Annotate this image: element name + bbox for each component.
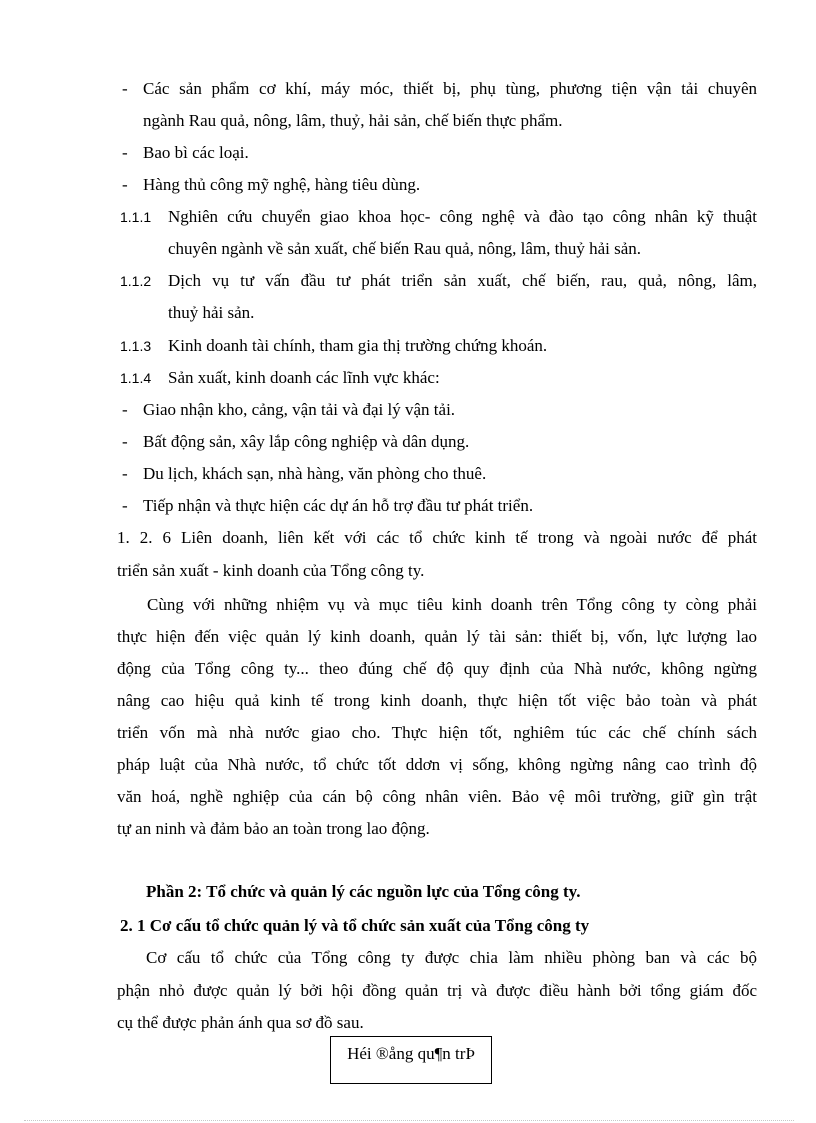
numbered-item-text: Kinh doanh tài chính, tham gia thị trường chứng khoán. [168, 336, 548, 355]
bullet-item-text: Hàng thủ công mỹ nghệ, hàng tiêu dùng. [143, 175, 421, 194]
body-paragraph-line: nâng cao hiệu quả kinh tế trong kinh doanh, thực hiện tốt việc bảo toàn và phát [117, 691, 757, 710]
numbered-item-text: Nghiên cứu chuyển giao khoa học- công nghệ và đào tạo công nhân kỹ thuật [168, 207, 757, 226]
bullet-item-text: Bất động sản, xây lắp công nghiệp và dân dụng. [143, 432, 470, 451]
page-bottom-rule [24, 1120, 794, 1121]
numbered-item-text-cont: thuỷ hải sản. [168, 303, 255, 322]
numbered-item-text: Dịch vụ tư vấn đầu tư phát triển sản xuất, chế biến, rau, quả, nông, lâm, [168, 271, 757, 290]
body-paragraph-line: phận nhỏ được quản lý bởi hội đồng quản trị và được điều hành bởi tổng giám đốc [117, 981, 757, 1000]
body-paragraph-line: văn hoá, nghề nghiệp của cán bộ công nhân viên. Bảo vệ môi trường, giữ gìn trật [117, 787, 757, 806]
section-number: 1.1.1 [120, 209, 152, 225]
numbered-item-text: Sản xuất, kinh doanh các lĩnh vực khác: [168, 368, 440, 387]
bullet-item-text: Bao bì các loại. [143, 143, 249, 162]
bullet-dash: - [122, 79, 128, 98]
section-number: 1.1.2 [120, 273, 152, 289]
section-number: 1.1.3 [120, 338, 152, 354]
bullet-item-text: Các sản phẩm cơ khí, máy móc, thiết bị, phụ tùng, phương tiện vận tải chuyên [143, 79, 757, 98]
bullet-item-text: Du lịch, khách sạn, nhà hàng, văn phòng cho thuê. [143, 464, 487, 483]
section-number: 1.1.4 [120, 370, 152, 386]
numbered-item-text-cont: chuyên ngành về sản xuất, chế biến Rau quả, nông, lâm, thuỷ hải sản. [168, 239, 642, 258]
body-paragraph-line: Cùng với những nhiệm vụ và mục tiêu kinh doanh trên Tổng công ty còng phải [147, 595, 757, 614]
bullet-dash: - [122, 143, 128, 162]
bullet-dash: - [122, 432, 128, 451]
bullet-dash: - [122, 464, 128, 483]
body-paragraph-line: động của Tổng công ty... theo đúng chế độ quy định của Nhà nước, không ngừng [117, 659, 757, 678]
body-paragraph-line: tự an ninh và đảm bảo an toàn trong lao động. [117, 819, 430, 838]
body-paragraph-line: pháp luật của Nhà nước, tổ chức tốt ddơn vị sống, không ngừng nâng cao trình độ [117, 755, 757, 774]
bullet-item-text: Giao nhận kho, cảng, vận tải và đại lý vận tải. [143, 400, 456, 419]
numbered-paragraph-cont: triển sản xuất - kinh doanh của Tổng công ty. [117, 561, 425, 580]
org-chart-box-board: Héi ®ång qu¶n trÞ [330, 1036, 492, 1084]
body-paragraph-line: Cơ cấu tổ chức của Tổng công ty được chia làm nhiều phòng ban và các bộ [146, 948, 757, 967]
bullet-dash: - [122, 496, 128, 515]
section-heading: 2. 1 Cơ cấu tổ chức quản lý và tổ chức sản xuất của Tổng công ty [120, 916, 590, 935]
bullet-item-text: Tiếp nhận và thực hiện các dự án hỗ trợ đầu tư phát triển. [143, 496, 534, 515]
body-paragraph-line: thực hiện đến việc quản lý kinh doanh, quản lý tài sản: thiết bị, vốn, lực lượng lao [117, 627, 757, 646]
bullet-item-text-cont: ngành Rau quả, nông, lâm, thuỷ, hải sản, chế biến thực phẩm. [143, 111, 563, 130]
bullet-dash: - [122, 400, 128, 419]
part-heading: Phần 2: Tổ chức và quản lý các nguồn lực của Tổng công ty. [146, 882, 581, 901]
bullet-dash: - [122, 175, 128, 194]
body-paragraph-line: triển vốn mà nhà nước giao cho. Thực hiện tốt, nghiêm túc các chế chính sách [117, 723, 757, 742]
numbered-paragraph: 1. 2. 6 Liên doanh, liên kết với các tổ chức kinh tế trong và ngoài nước để phát [117, 528, 757, 547]
body-paragraph-line: cụ thể được phản ánh qua sơ đồ sau. [117, 1013, 364, 1032]
